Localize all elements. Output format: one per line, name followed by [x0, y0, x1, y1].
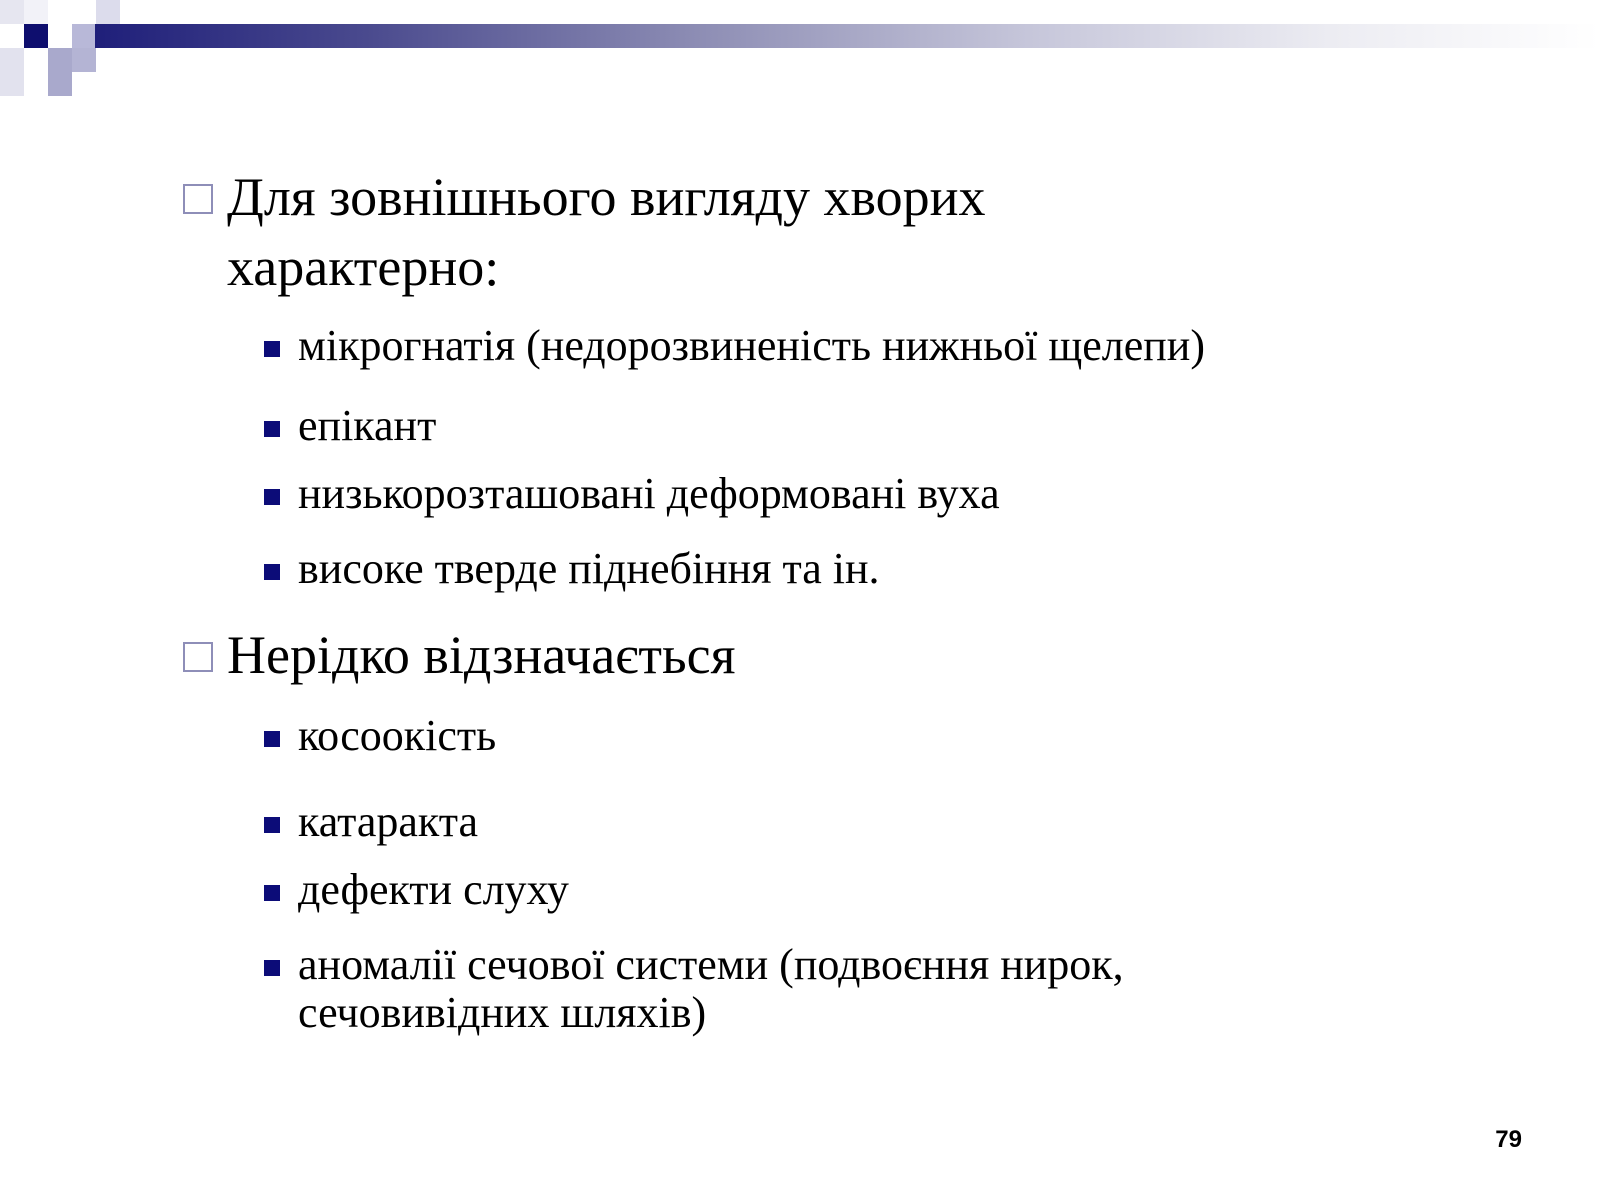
filled-square-bullet-icon — [264, 960, 280, 976]
subitem-text: катаракта — [298, 797, 479, 846]
filled-square-bullet-icon — [264, 564, 280, 580]
filled-square-bullet-icon — [264, 421, 280, 437]
title-decoration — [0, 0, 1600, 100]
subitem-text: епікант — [298, 401, 437, 450]
deco-square — [0, 48, 24, 96]
deco-square — [72, 48, 96, 72]
filled-square-bullet-icon — [264, 731, 280, 747]
filled-square-bullet-icon — [264, 885, 280, 901]
bullet-text: Для зовнішнього вигляду хворих — [227, 167, 986, 227]
filled-square-bullet-icon — [264, 817, 280, 833]
gradient-bar — [95, 24, 1600, 48]
deco-square — [48, 48, 72, 96]
hollow-square-bullet-icon — [183, 642, 213, 672]
subitem-text: високе тверде піднебіння та ін. — [298, 544, 880, 593]
deco-square — [72, 24, 96, 48]
page-number: 79 — [1495, 1126, 1522, 1153]
subitem-text-continued: сечовивідних шляхів) — [298, 988, 707, 1037]
bullet-text: Нерідко відзначається — [227, 625, 736, 685]
subitem-text: аномалії сечової системи (подвоєння нирок, — [298, 940, 1124, 989]
deco-square — [24, 0, 48, 24]
subitem-text: низькорозташовані деформовані вуха — [298, 469, 1000, 518]
filled-square-bullet-icon — [264, 489, 280, 505]
subitem-text: косоокість — [298, 711, 497, 760]
filled-square-bullet-icon — [264, 341, 280, 357]
deco-square — [96, 0, 120, 24]
hollow-square-bullet-icon — [183, 184, 213, 214]
subitem-text: дефекти слуху — [298, 865, 569, 914]
deco-square — [24, 24, 48, 48]
bullet-text-continued: характерно: — [227, 237, 500, 297]
deco-square — [0, 0, 24, 24]
subitem-text: мікрогнатія (недорозвиненість нижньої щелепи) — [298, 321, 1206, 370]
